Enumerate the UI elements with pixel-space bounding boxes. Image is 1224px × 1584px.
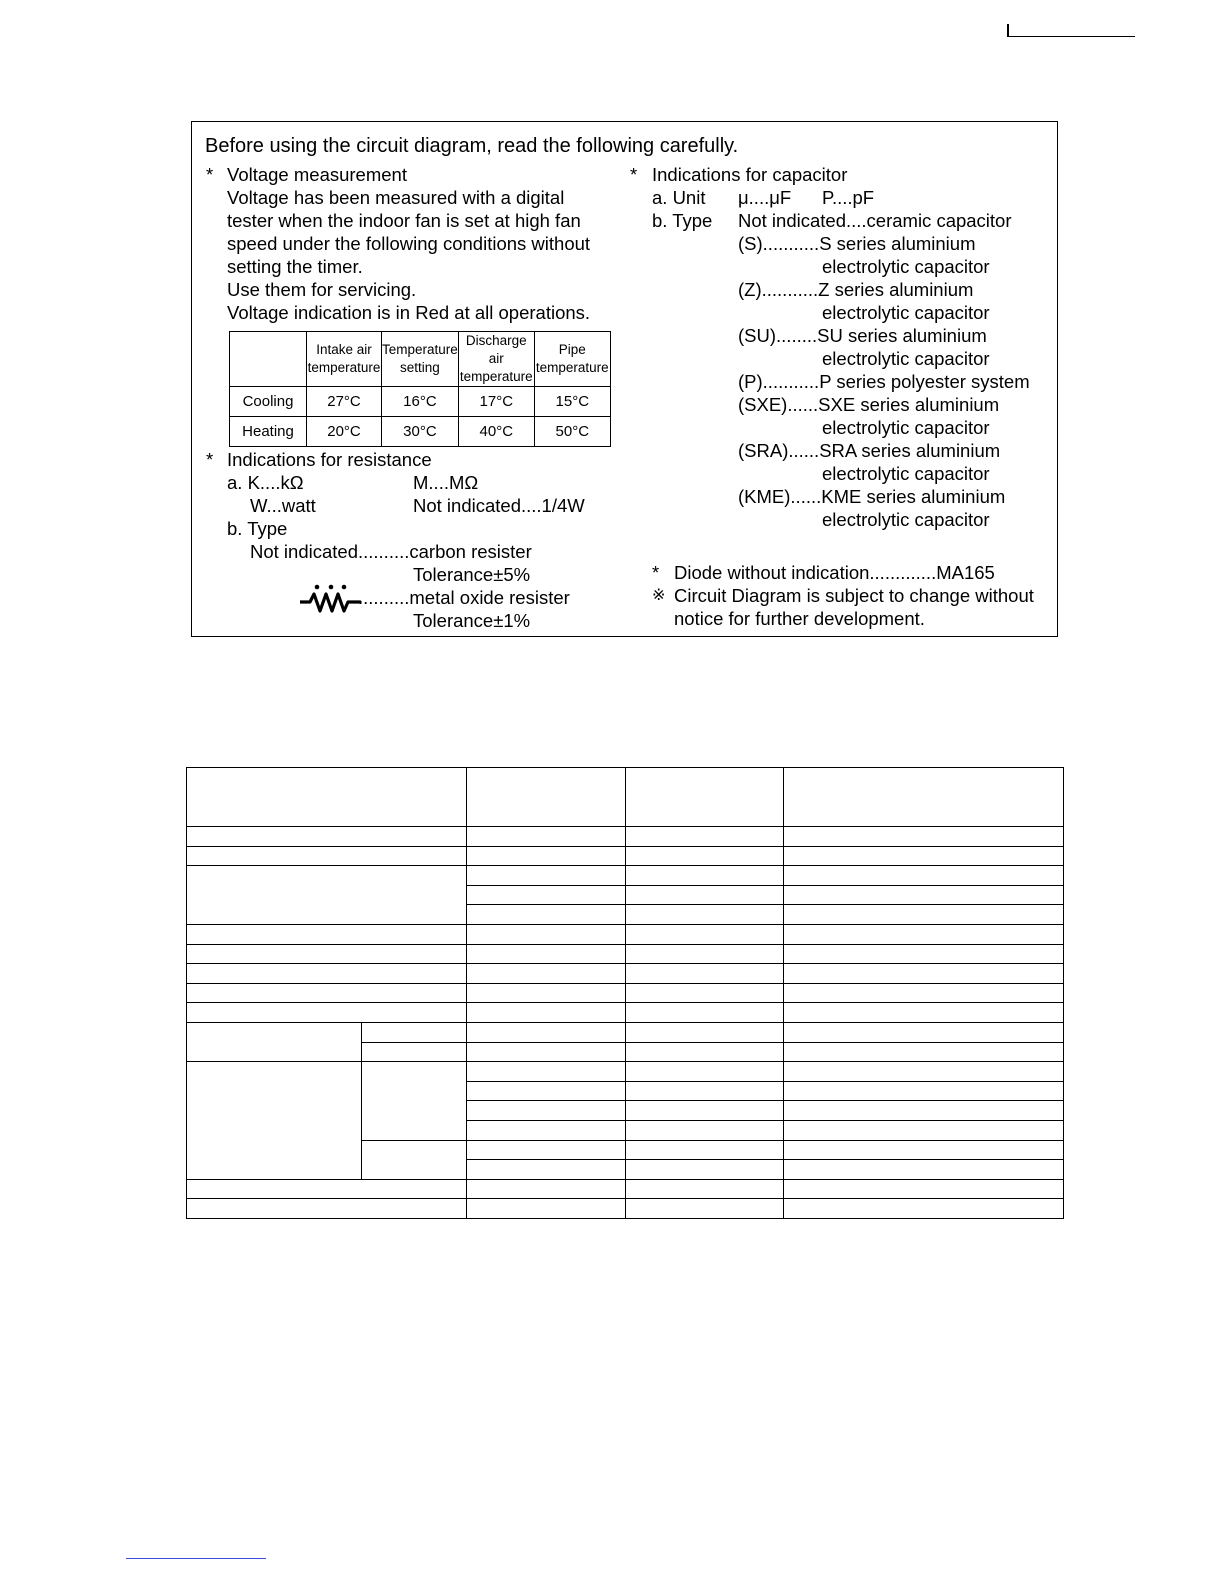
table-cell — [784, 1003, 1064, 1023]
table-cell — [784, 905, 1064, 925]
voltage-line: tester when the indoor fan is set at high fan — [227, 210, 581, 231]
resistance-unit-default: Not indicated....1/4W — [413, 495, 585, 516]
table-cell — [626, 944, 784, 964]
table-cell — [467, 1160, 626, 1180]
table-cell — [467, 1022, 626, 1042]
table-cell: 30°C — [382, 417, 459, 447]
table-cell — [626, 905, 784, 925]
table-cell — [467, 866, 626, 886]
table-row — [187, 1022, 1064, 1042]
capacitor-heading: Indications for capacitor — [652, 164, 848, 185]
table-cell — [626, 866, 784, 886]
table-cell — [187, 846, 467, 866]
table-cell — [362, 1022, 467, 1042]
table-cell — [784, 827, 1064, 847]
table-cell — [626, 924, 784, 944]
capacitor-type: (KME)......KME series aluminium — [738, 486, 1006, 507]
voltage-line: Voltage has been measured with a digital — [227, 187, 565, 208]
table-row — [187, 846, 1064, 866]
table-cell — [784, 866, 1064, 886]
table-cell — [187, 1199, 467, 1219]
resistance-unit-m: M....MΩ — [413, 472, 479, 493]
capacitor-type-desc: electrolytic capacitor — [822, 256, 990, 277]
resistance-type-metal-oxide-tolerance: Tolerance±1% — [413, 610, 531, 631]
table-cell: 15°C — [534, 387, 610, 417]
table-cell: 16°C — [382, 387, 459, 417]
diode-note: Diode without indication.............MA165 — [674, 562, 995, 583]
table-cell — [626, 827, 784, 847]
table-cell — [187, 1179, 467, 1199]
capacitor-type: (Z)...........Z series aluminium — [738, 279, 974, 300]
capacitor-type: (SXE)......SXE series aluminium — [738, 394, 1000, 415]
table-cell — [467, 1081, 626, 1101]
table-cell — [784, 1081, 1064, 1101]
table-cell — [467, 924, 626, 944]
table-cell — [626, 1022, 784, 1042]
table-cell — [626, 1042, 784, 1062]
table-cell: 17°C — [458, 387, 534, 417]
capacitor-type: (SU)........SU series aluminium — [738, 325, 987, 346]
table-cell — [784, 1140, 1064, 1160]
row-label: Cooling — [230, 387, 307, 417]
change-note-line2: notice for further development. — [674, 608, 925, 629]
footer-link-underline[interactable] — [126, 1558, 266, 1559]
table-corner-cell — [230, 332, 307, 387]
table-cell — [187, 768, 467, 827]
table-cell — [467, 1120, 626, 1140]
table-cell — [784, 1062, 1064, 1082]
table-cell — [467, 1199, 626, 1219]
table-cell — [784, 846, 1064, 866]
table-cell — [467, 827, 626, 847]
table-cell — [187, 983, 467, 1003]
table-header-row — [230, 332, 611, 387]
table-cell: 27°C — [307, 387, 382, 417]
table-cell — [467, 964, 626, 984]
table-cell — [626, 1199, 784, 1219]
table-cell — [187, 964, 467, 984]
table-cell — [784, 1022, 1064, 1042]
resistance-type-carbon: Not indicated..........carbon resister — [250, 541, 532, 562]
voltage-line: speed under the following conditions without — [227, 233, 591, 254]
capacitor-type-desc: electrolytic capacitor — [822, 417, 990, 438]
table-cell — [467, 885, 626, 905]
capacitor-type: (S)...........S series aluminium — [738, 233, 976, 254]
voltage-line: Use them for servicing. — [227, 279, 417, 300]
table-cell — [467, 1179, 626, 1199]
resistance-type-metal-oxide: ..........metal oxide resister — [358, 587, 570, 608]
resistance-type-label: b. Type — [227, 518, 288, 539]
table-cell — [362, 1042, 467, 1062]
table-cell — [784, 1101, 1064, 1121]
table-row-cooling — [230, 387, 611, 417]
column-header-pipe: Pipe temperature — [534, 332, 610, 387]
capacitor-bullet: * — [630, 164, 638, 185]
table-row — [187, 924, 1064, 944]
column-header-setting: Temperature setting — [382, 332, 459, 387]
table-cell — [626, 1101, 784, 1121]
capacitor-type-label: b. Type — [652, 210, 713, 231]
table-row — [187, 768, 1064, 827]
table-cell — [784, 964, 1064, 984]
row-label: Heating — [230, 417, 307, 447]
capacitor-type-desc: electrolytic capacitor — [822, 463, 990, 484]
change-note-line1: Circuit Diagram is subject to change without — [674, 585, 1034, 606]
table-cell — [626, 1081, 784, 1101]
metal-oxide-resistor-symbol-icon — [300, 583, 362, 617]
table-row — [187, 983, 1064, 1003]
table-cell — [467, 1042, 626, 1062]
table-cell — [784, 768, 1064, 827]
table-cell — [626, 983, 784, 1003]
table-cell: 40°C — [458, 417, 534, 447]
table-cell — [784, 924, 1064, 944]
table-cell — [784, 1179, 1064, 1199]
table-cell — [187, 1062, 362, 1180]
blank-ruled-table — [186, 767, 1064, 1219]
table-cell — [626, 1179, 784, 1199]
table-row — [187, 827, 1064, 847]
voltage-conditions-table — [229, 331, 611, 447]
table-row — [187, 964, 1064, 984]
capacitor-unit-pico: P....pF — [822, 187, 875, 208]
table-row — [187, 944, 1064, 964]
table-row — [187, 1179, 1064, 1199]
table-cell — [784, 983, 1064, 1003]
voltage-bullet: * — [206, 164, 214, 185]
capacitor-unit-label: a. Unit — [652, 187, 706, 208]
capacitor-unit-micro: μ....μF — [738, 187, 792, 208]
table-cell — [187, 1003, 467, 1023]
table-cell — [187, 924, 467, 944]
table-cell — [784, 1199, 1064, 1219]
capacitor-type-desc: electrolytic capacitor — [822, 509, 990, 530]
table-cell — [187, 827, 467, 847]
change-bullet: ※ — [652, 587, 666, 604]
table-cell — [362, 1062, 467, 1140]
table-cell: 50°C — [534, 417, 610, 447]
table-cell — [467, 944, 626, 964]
resistance-unit-w: W...watt — [250, 495, 316, 516]
table-cell — [784, 1120, 1064, 1140]
column-header-intake: Intake air temperature — [307, 332, 382, 387]
header-rule — [1007, 24, 1135, 37]
voltage-line: setting the timer. — [227, 256, 363, 277]
table-cell — [467, 1140, 626, 1160]
table-cell — [467, 905, 626, 925]
table-cell — [784, 1160, 1064, 1180]
voltage-line: Voltage indication is in Red at all operations. — [227, 302, 591, 323]
resistance-bullet: * — [206, 449, 214, 470]
table-cell — [626, 1003, 784, 1023]
capacitor-type-desc: electrolytic capacitor — [822, 348, 990, 369]
table-cell — [467, 1003, 626, 1023]
table-cell — [362, 1140, 467, 1179]
table-row — [187, 1062, 1064, 1082]
table-cell — [467, 768, 626, 827]
table-cell — [467, 846, 626, 866]
table-cell — [467, 1062, 626, 1082]
table-cell — [784, 1042, 1064, 1062]
table-cell: 20°C — [307, 417, 382, 447]
capacitor-type: (SRA)......SRA series aluminium — [738, 440, 1001, 461]
table-cell — [626, 1062, 784, 1082]
diode-bullet: * — [652, 562, 660, 583]
resistance-type-carbon-tolerance: Tolerance±5% — [413, 564, 531, 585]
voltage-heading: Voltage measurement — [227, 164, 407, 185]
table-row — [187, 866, 1064, 886]
table-row — [187, 1199, 1064, 1219]
resistance-heading: Indications for resistance — [227, 449, 432, 470]
table-cell — [626, 846, 784, 866]
table-cell — [467, 1101, 626, 1121]
capacitor-type-default: Not indicated....ceramic capacitor — [738, 210, 1012, 231]
table-row — [187, 1003, 1064, 1023]
table-cell — [626, 1140, 784, 1160]
table-row-heating — [230, 417, 611, 447]
capacitor-type-desc: electrolytic capacitor — [822, 302, 990, 323]
table-cell — [626, 964, 784, 984]
table-cell — [784, 885, 1064, 905]
table-cell — [467, 983, 626, 1003]
table-cell — [626, 1160, 784, 1180]
table-cell — [187, 866, 467, 925]
table-cell — [626, 885, 784, 905]
table-cell — [626, 1120, 784, 1140]
resistance-unit-k: a. K....kΩ — [227, 472, 304, 493]
column-header-discharge: Discharge air temperature — [458, 332, 534, 387]
table-cell — [187, 1022, 362, 1061]
table-cell — [784, 944, 1064, 964]
capacitor-type: (P)...........P series polyester system — [738, 371, 1030, 392]
notice-title: Before using the circuit diagram, read the following carefully. — [205, 135, 739, 157]
table-cell — [626, 768, 784, 827]
table-cell — [187, 944, 467, 964]
